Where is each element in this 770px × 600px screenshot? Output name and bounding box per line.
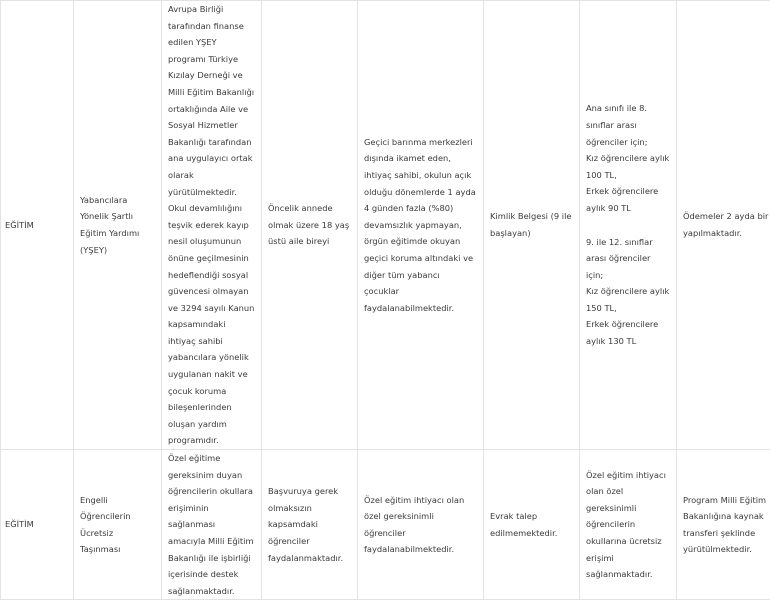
- amount-spacer: [586, 217, 670, 234]
- program-description: Avrupa Birliği tarafından finanse edilen YŞEY programı Türkiye Kızılay Derneği ve Milli Eğitim Bakanlığı ortaklığında Aile ve Sosyal Hizmetler Bakanlığı tarafından ana uygulayıcı ortak olarak yürütülmektedir. Okul devamlılığını teşvik ederek kayıp nesil oluşumunun önüne geçilmesinin hedeflendiği sosyal güvencesi olmayan ve 3294 sayılı Kanun kapsamındaki ihtiyaç sahibi yabancılara yönelik uygulanan nakit ve çocuk koruma bileşenlerinden oluşan yardım programıdır.: [168, 1, 255, 449]
- amount-group2-boys: Erkek öğrencilere aylık 130 TL: [586, 316, 670, 349]
- eligibility-cell: [358, 1, 484, 450]
- category-cell: [1, 450, 74, 600]
- description-cell: [162, 450, 262, 600]
- amount-group2-girls: Kız öğrencilere aylık 150 TL,: [586, 283, 670, 316]
- table-row: [1, 1, 770, 450]
- payment-method: Program Milli Eğitim Bakanlığına kaynak transferi şeklinde yürütülmektedir.: [683, 492, 770, 558]
- documents-cell: [484, 1, 580, 450]
- target-cell: [262, 450, 358, 600]
- amount-group1-title: Ana sınıfı ile 8. sınıflar arası öğrenciler için;: [586, 100, 670, 150]
- eligibility-cell: [358, 450, 484, 600]
- documents-cell: [484, 450, 580, 600]
- program-cell: [74, 450, 162, 600]
- payment-cell: [677, 450, 770, 600]
- payment-cell: [677, 1, 770, 450]
- eligibility-text: Özel eğitim ihtiyacı olan özel gereksinimli öğrenciler faydalanabilmektedir.: [364, 492, 477, 558]
- program-description: Özel eğitime gereksinim duyan öğrencilerin okullara erişiminin sağlanması amacıyla Milli Eğitim Bakanlığı ile işbirliği içerisinde destek sağlanmaktadır.: [168, 450, 255, 599]
- amount-group1-boys: Erkek öğrencilere aylık 90 TL: [586, 183, 670, 216]
- amount-group1-girls: Kız öğrencilere aylık 100 TL,: [586, 150, 670, 183]
- amount-cell: [580, 1, 677, 450]
- amount-group2-title: 9. ile 12. sınıflar arası öğrenciler için;: [586, 234, 670, 284]
- program-name: Yabancılara Yönelik Şartlı Eğitim Yardımı (YŞEY): [80, 192, 155, 258]
- category-text: EĞİTİM: [5, 516, 67, 533]
- description-cell: [162, 1, 262, 450]
- required-documents: Evrak talep edilmemektedir.: [490, 508, 573, 541]
- category-text: EĞİTİM: [5, 217, 67, 234]
- target-group: Başvuruya gerek olmaksızın kapsamdaki öğrenciler faydalanmaktadır.: [268, 483, 351, 566]
- amount-text: Özel eğitim ihtiyacı olan özel gereksinimli öğrencilerin okullarına ücretsiz erişimi sağlanmaktadır.: [586, 467, 670, 583]
- program-cell: [74, 1, 162, 450]
- target-cell: [262, 1, 358, 450]
- required-documents: Kimlik Belgesi (9 ile başlayan): [490, 208, 573, 241]
- eligibility-text: Geçici barınma merkezleri dışında ikamet eden, ihtiyaç sahibi, okulun açık olduğu dönemlerde 1 ayda 4 günden fazla (%80) devamsızlık yapmayan, örgün eğitimde okuyan geçici koruma altındaki ve diğer tüm yabancı çocuklar faydalanabilmektedir.: [364, 134, 477, 317]
- table-row: [1, 450, 770, 600]
- amount-cell: [580, 450, 677, 600]
- payment-frequency: Ödemeler 2 ayda bir yapılmaktadır.: [683, 208, 770, 241]
- target-group: Öncelik annede olmak üzere 18 yaş üstü aile bireyi: [268, 200, 351, 250]
- category-cell: [1, 1, 74, 450]
- program-name: Engelli Öğrencilerin Ücretsiz Taşınması: [80, 492, 155, 558]
